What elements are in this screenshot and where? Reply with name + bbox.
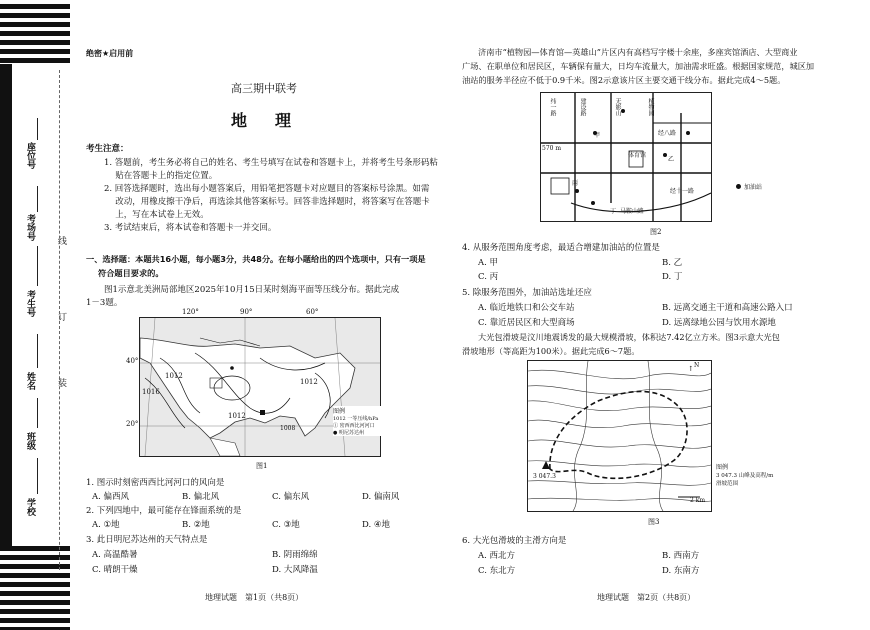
class-label: 班级 <box>25 432 35 450</box>
secret-mark: 绝密★启用前 <box>86 49 134 58</box>
option[interactable]: B. 乙 <box>662 258 683 268</box>
option[interactable]: C. 偏东风 <box>272 492 310 502</box>
option[interactable]: B. 远离交通主干道和高速公路入口 <box>662 303 793 313</box>
exam-title: 高三期中联考 <box>231 82 297 95</box>
student-number-line[interactable] <box>37 246 38 286</box>
isobar-label: 1012 <box>228 412 246 420</box>
intro-text: 油站的服务半径应不低于0.9千米。图2示意该片区主要交通干线分布。据此完成4～5题。 <box>462 75 786 85</box>
option[interactable]: A. 偏西风 <box>92 492 130 502</box>
school-label: 学校 <box>25 498 35 516</box>
figure-3-caption: 图3 <box>648 518 660 526</box>
student-number-label: 考生号 <box>25 290 35 317</box>
figure-1-caption: 图1 <box>256 462 268 470</box>
option[interactable]: B. 西南方 <box>662 551 700 561</box>
notice-title: 考生注意： <box>86 144 129 154</box>
place-label: 体育馆 <box>628 152 647 159</box>
legend-item: ● 明尼苏达州 <box>333 430 364 436</box>
fig1-legend <box>333 406 381 436</box>
isobar-label: 1012 <box>165 372 183 380</box>
lon-label: 60° <box>306 308 319 316</box>
option[interactable]: D. 大风降温 <box>272 565 318 575</box>
scale-label: 570 m <box>542 145 562 152</box>
page-footer: 地理试题 第1页（共8页） <box>205 593 304 602</box>
notice-line: 3. 考试结束后，将本试卷和答题卡一并交回。 <box>104 223 277 233</box>
intro-text-cont: 1－3题。 <box>86 298 123 308</box>
notice-line: 上，写在本试卷上无效。 <box>104 210 209 220</box>
intro-text: 济南市“植物园—体育馆—英雄山”片区内有高档写字楼十余座，多座宾馆酒店、大型商业 <box>478 47 798 57</box>
section-header-cont: 符合题目要求的。 <box>98 268 164 278</box>
subject-title: 地 理 <box>230 111 297 130</box>
option[interactable]: B. 偏北风 <box>182 492 220 502</box>
road-label: 经十一路 <box>670 188 695 195</box>
lon-label: 90° <box>240 308 253 316</box>
question-stem: 3. 此日明尼苏达州的天气特点是 <box>86 535 208 545</box>
figure-3-map <box>527 360 712 512</box>
option[interactable]: C. 丙 <box>478 272 499 282</box>
option[interactable]: A. 临近地铁口和公交车站 <box>478 303 575 313</box>
scale-label: 2 km <box>690 497 706 504</box>
lat-label: 40° <box>126 357 139 365</box>
option[interactable]: D. 远离绿地公园与饮用水源地 <box>662 318 776 328</box>
lon-label: 120° <box>182 308 199 316</box>
lat-label: 20° <box>126 420 139 428</box>
option[interactable]: A. 甲 <box>478 258 499 268</box>
fold-mark: 装 <box>56 378 66 387</box>
option[interactable]: C. 东北方 <box>478 566 516 576</box>
legend-item: 滑坡范围 <box>716 481 739 487</box>
fig3-legend <box>716 462 796 487</box>
question-stem: 6. 大光包滑坡的主滑方向是 <box>462 536 567 546</box>
place-label: 植物园 <box>647 98 654 116</box>
class-line[interactable] <box>37 398 38 428</box>
notice-list <box>104 157 438 235</box>
legend-item: 3 047.3 山峰及高程/m <box>716 473 774 479</box>
road-label: 马鞍山路 <box>620 208 645 215</box>
site-label: 乙 <box>668 156 675 163</box>
option[interactable]: B. ②地 <box>182 520 210 530</box>
svg-text:↑: ↑ <box>688 365 694 373</box>
place-label: 无影山 <box>614 98 621 116</box>
school-line[interactable] <box>37 458 38 494</box>
svg-text:1008: 1008 <box>280 425 296 432</box>
option[interactable]: C. 靠近居民区和大型商场 <box>478 318 575 328</box>
intro-text: 滑坡地形（等高距为100米）。据此完成6～7题。 <box>462 346 640 356</box>
legend-item: 1012 一等压线/hPa <box>333 416 379 422</box>
notice-line: 改动，用橡皮擦干净后，再选涂其他答案标号。回答非选择题时，将答案写在答题卡 <box>104 197 430 207</box>
question-stem: 5. 除服务范围外，加油站选址还应 <box>462 288 592 298</box>
exam-room-line[interactable] <box>37 186 38 212</box>
question-stem: 1. 图示时刻密西西比河河口的风向是 <box>86 478 225 488</box>
gas-station-icon <box>736 184 741 189</box>
notice-line: 贴在答题卡上的指定位置。 <box>104 171 218 181</box>
option[interactable]: D. 偏南风 <box>362 492 400 502</box>
seat-number-line[interactable] <box>37 118 38 140</box>
intro-text: 广场、在职单位和居民区，车辆保有量大，日均车流量大，加油需求旺盛。根据国家规范，城区加 <box>462 61 815 71</box>
isobar-label: 1016 <box>142 388 160 396</box>
site-label: 丁 <box>610 208 617 215</box>
figure-2-map <box>540 92 712 222</box>
option[interactable]: A. ①地 <box>92 520 120 530</box>
option[interactable]: D. 丁 <box>662 272 683 282</box>
option[interactable]: D. ④地 <box>362 520 391 530</box>
option[interactable]: A. 高温酷暑 <box>92 550 138 560</box>
north-arrow-icon: N <box>694 362 700 369</box>
notice-line: 2. 回答选择题时，选出每小题答案后，用铅笔把答题卡对应题目的答案标号涂黑。如需 <box>104 184 430 194</box>
intro-text: 大光包滑坡是汶川地震诱发的最大规模滑坡，体积达7.42亿立方米。图3示意大光包 <box>478 332 780 342</box>
option[interactable]: C. ③地 <box>272 520 300 530</box>
section-header: 一、选择题：本题共16小题，每小题3分，共48分。在每小题给出的四个选项中，只有一项是 <box>86 254 426 264</box>
exam-room-label: 考场号 <box>25 214 35 241</box>
legend-title: 图例 <box>333 408 346 415</box>
site-label: 丙 <box>572 180 579 187</box>
name-line[interactable] <box>37 334 38 368</box>
option[interactable]: A. 西北方 <box>478 551 516 561</box>
legend-item: 加油站 <box>744 184 763 191</box>
line-mark: 线 <box>56 236 66 245</box>
isobar-label: 1012 <box>300 378 318 386</box>
question-stem: 4. 从服务范围角度考虑，最适合增建加油站的位置是 <box>462 243 660 253</box>
figure-2-caption: 图2 <box>650 228 662 236</box>
option[interactable]: B. 阴雨绵绵 <box>272 550 318 560</box>
road-label: 纬一路 <box>549 98 556 116</box>
figure-1-map <box>139 317 381 457</box>
legend-item: ① 密西西比河河口 <box>333 423 375 429</box>
notice-line: 1. 答题前，考生务必将自己的姓名、考生号填写在试卷和答题卡上，并将考生号条形码粘 <box>104 158 438 168</box>
seat-number-label: 座位号 <box>25 142 35 169</box>
intro-text: 图1示意北美洲局部地区2025年10月15日某时刻海平面等压线分布。据此完成 <box>104 285 400 295</box>
option[interactable]: D. 东南方 <box>662 566 700 576</box>
name-label: 姓名 <box>25 372 35 390</box>
road-label: 经八路 <box>658 130 677 137</box>
bind-mark: 订 <box>56 312 66 321</box>
cut-line <box>59 70 60 570</box>
legend-title: 图例 <box>716 464 729 471</box>
peak-elevation: 3 047.3 <box>533 473 556 480</box>
site-label: 甲 <box>594 132 601 139</box>
question-stem: 2. 下列四地中，最可能存在锋面系统的是 <box>86 506 242 516</box>
page-footer: 地理试题 第2页（共8页） <box>597 593 696 602</box>
option[interactable]: C. 晴朗干燥 <box>92 565 138 575</box>
road-label: 建设路 <box>579 98 586 116</box>
